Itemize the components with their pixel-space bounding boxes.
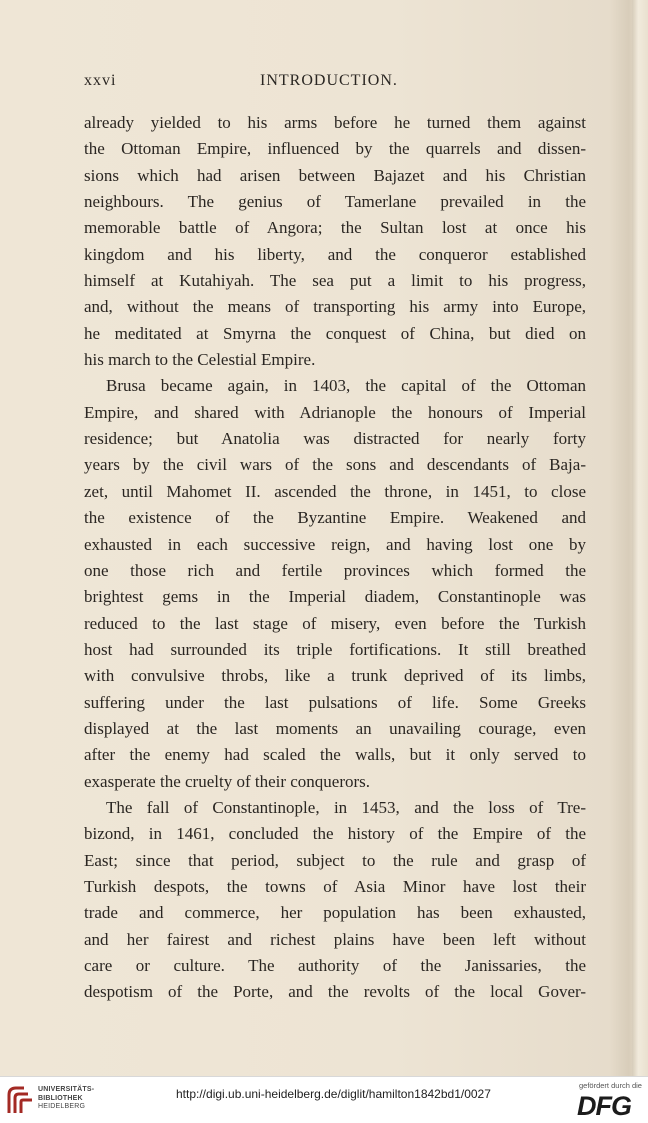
text-line: despotism of the Porte, and the revolts of the local Gover- [84,982,586,1002]
text-line: memorable battle of Angora; the Sultan lost at once his [84,218,586,238]
viewer-footer [0,1076,648,1123]
text-line: brightest gems in the Imperial diadem, Constantinople was [84,587,586,607]
text-line: The fall of Constantinople, in 1453, and the loss of Tre- [106,797,586,817]
dfg-logo[interactable]: DFG [577,1091,631,1121]
text-line: years by the civil wars of the sons and descendants of Baja- [84,455,586,475]
text-line: Empire, and shared with Adrianople the honours of Imperial [84,402,586,422]
text-line: Brusa became again, in 1403, the capital of the Ottoman [106,376,586,396]
funded-by-label: gefördert durch die [579,1081,642,1090]
text-line: already yielded to his arms before he turned them against [84,113,586,132]
permalink-url[interactable]: http://digi.ub.uni-heidelberg.de/diglit/hamilton1842bd1/0027 [176,1087,491,1101]
text-line: trade and commerce, her population has been exhausted, [84,903,586,923]
text-line: bizond, in 1461, concluded the history of the Empire of the [84,824,586,844]
text-line: care or culture. The authority of the Janissaries, the [84,956,586,975]
text-line: reduced to the last stage of misery, even before the Turkish [84,613,586,633]
body-text [84,110,586,1006]
text-line: suffering under the last pulsations of life. Some Greeks [84,692,586,712]
text-line: kingdom and his liberty, and the conqueror established [84,244,586,264]
text-line: and her fairest and richest plains have been left without [84,929,586,949]
text-line: himself at Kutahiyah. The sea put a limit to his progress, [84,271,586,291]
text-line: displayed at the last moments an unavailing courage, even [84,718,586,738]
text-line: after the enemy had scaled the walls, but it only served to [84,745,586,765]
text-line: one those rich and fertile provinces which formed the [84,560,586,580]
text-line: East; since that period, subject to the rule and grasp of [84,850,586,870]
page-number: xxvi [84,72,117,89]
text-line: the Ottoman Empire, influenced by the quarrels and dissen- [84,139,586,159]
library-name: UNIVERSITÄTS- BIBLIOTHEK HEIDELBERG [38,1086,95,1110]
running-title: INTRODUCTION. [260,72,398,89]
text-line: zet, until Mahomet II. ascended the throne, in 1451, to close [84,481,586,501]
university-library-logo-icon[interactable] [6,1085,34,1115]
text-line: exasperate the cruelty of their conquerors. [84,771,371,791]
page-header [84,72,586,94]
text-line: sions which had arisen between Bajazet and his Christian [84,165,586,185]
text-line: residence; but Anatolia was distracted for nearly forty [84,429,586,449]
text-line: neighbours. The genius of Tamerlane prevailed in the [84,192,586,212]
text-line: and, without the means of transporting his army into Europe, [84,297,586,317]
text-line: he meditated at Smyrna the conquest of China, but died on [84,323,586,343]
text-line: Turkish despots, the towns of Asia Minor have lost their [84,876,586,896]
text-line: his march to the Celestial Empire. [84,350,316,370]
book-spine-shadow [632,0,648,1076]
text-line: with convulsive throbs, like a trunk deprived of its limbs, [84,666,586,686]
text-line: exhausted in each successive reign, and having lost one by [84,534,586,554]
text-line: the existence of the Byzantine Empire. Weakened and [84,508,586,528]
text-line: host had surrounded its triple fortifications. It still breathed [84,639,586,659]
